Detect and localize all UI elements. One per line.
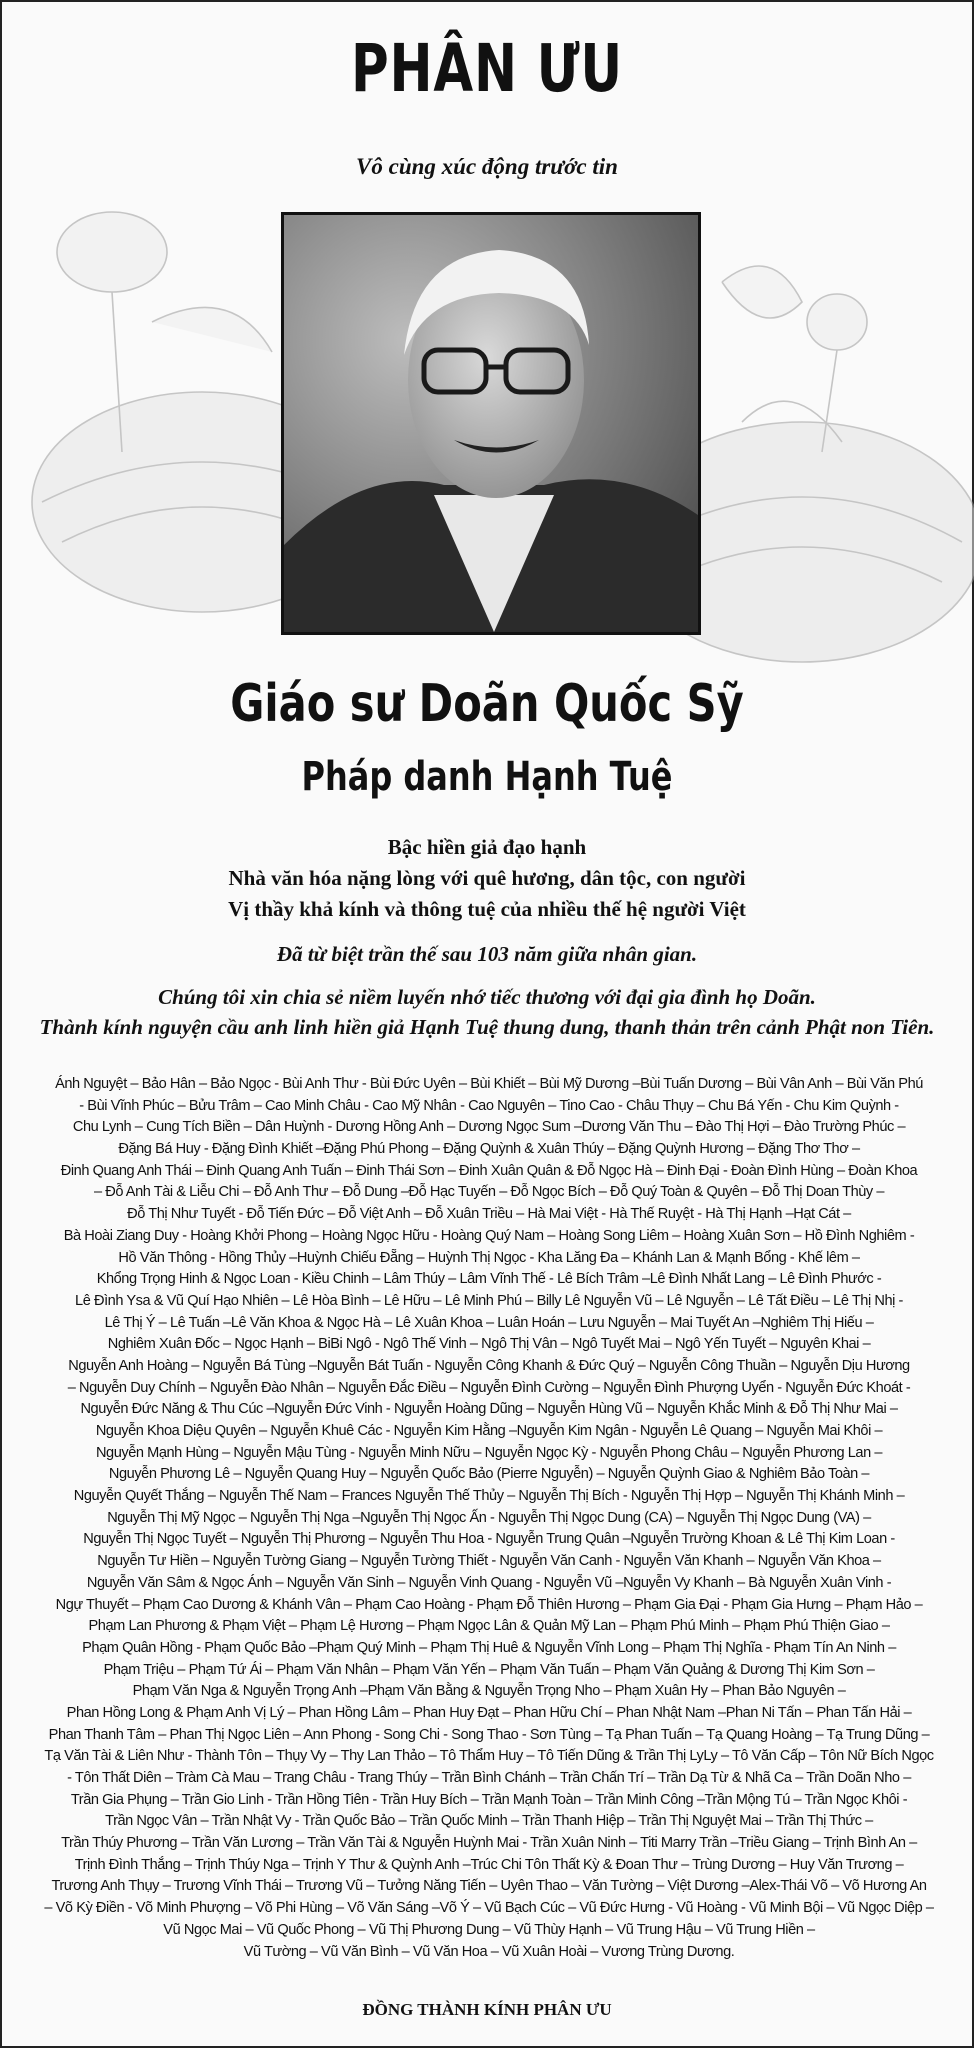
names-line: Nguyễn Thị Ngọc Tuyết – Nguyễn Thị Phương – Nguyễn Thu Hoa - Nguyễn Trung Quân –Nguyễn Trường Khoan & Lê Thị Kim Loan - <box>83 1531 895 1548</box>
description-line: Nhà văn hóa nặng lòng với quê hương, dân tộc, con người <box>228 866 746 890</box>
condolence-line: Thành kính nguyện cầu anh linh hiền giả Hạnh Tuệ thung dung, thanh thản trên cảnh Phật non Tiên. <box>39 1015 935 1039</box>
mourner-names-list <box>18 1074 960 1963</box>
names-line: Đinh Quang Anh Thái – Đinh Quang Anh Tuấn – Đinh Thái Sơn – Đinh Xuân Quân & Đỗ Ngọc Hà – Đinh Đại - Đoàn Đình Hùng – Đoàn Khoa <box>60 1162 918 1179</box>
names-line: - Bùi Vĩnh Phúc – Bửu Trâm – Cao Minh Châu - Cao Mỹ Nhân - Cao Nguyên – Tino Cao - Châu Thụy – Chu Bá Yến - Chu Kim Quỳnh - <box>79 1097 899 1114</box>
page-title: PHÂN ƯU <box>351 30 623 107</box>
names-line: Nguyễn Anh Hoàng – Nguyễn Bá Tùng –Nguyễn Bát Tuấn - Nguyễn Công Khanh & Đức Quý – Nguyễn Công Thuần – Nguyễn Dịu Hương <box>68 1357 910 1374</box>
names-line: Trịnh Đình Thắng – Trịnh Thúy Nga – Trịnh Y Thư & Quỳnh Anh –Trúc Chi Tôn Thất Kỳ & Đoan Thư – Trùng Dương – Huy Văn Trương – <box>74 1856 904 1873</box>
description <box>2 832 972 925</box>
names-line: Nguyễn Đức Năng & Thu Cúc –Nguyễn Đức Vinh - Nguyễn Hoàng Dũng – Nguyễn Hùng Vũ – Nguyễn Khắc Minh & Đỗ Thị Như Mai – <box>80 1401 898 1418</box>
description-line: Bậc hiền giả đạo hạnh <box>387 835 587 859</box>
names-line: Lê Đình Ysa & Vũ Quí Hạo Nhiên – Lê Hòa Bình – Lê Hữu – Lê Minh Phú – Billy Lê Nguyễn Vũ – Lê Nguyễn – Lê Tất Điều – Lê Thị Nhị - <box>75 1292 903 1309</box>
dharma-name: Pháp danh Hạnh Tuệ <box>301 754 673 800</box>
condolence-message <box>2 982 972 1042</box>
names-line: Ngự Thuyết – Phạm Cao Dương & Khánh Vân – Phạm Cao Hoàng - Phạm Đỗ Thiên Hương – Phạm Gia Đại - Phạm Gia Hưng – Phạm Hảo – <box>55 1596 923 1613</box>
closing-signature: ĐỒNG THÀNH KÍNH PHÂN ƯU <box>362 2000 612 2019</box>
names-line: Nguyễn Quyết Thắng – Nguyễn Thế Nam – Frances Nguyễn Thế Thủy – Nguyễn Thị Bích - Nguyễn Thị Hợp – Nguyễn Thị Khánh Minh – <box>73 1488 905 1505</box>
names-line: Phan Hồng Long & Phạm Anh Vị Lý – Phan Hồng Lâm – Phan Huy Đạt – Phan Hữu Chí – Phan Nhật Nam –Phan Ni Tấn – Phan Tấn Hải – <box>66 1704 912 1721</box>
names-line: Tạ Văn Tài & Liên Như - Thành Tôn – Thụy Vy – Thy Lan Thảo – Tô Thẩm Huy – Tô Tiến Dũng & Trần Thị LyLy – Tô Văn Cấp – Tôn Nữ Bích Ngọc <box>44 1748 934 1765</box>
names-line: Nguyễn Mạnh Hùng – Nguyễn Mậu Tùng - Nguyễn Minh Nữu – Nguyễn Ngọc Kỳ - Nguyễn Phong Châu – Nguyễn Phương Lan – <box>95 1444 883 1461</box>
names-line: Trần Thúy Phương – Trần Văn Lương – Trần Văn Tài & Nguyễn Huỳnh Mai - Trần Xuân Ninh – Titi Marry Trần –Triều Giang – Trịnh Bình An – <box>61 1835 917 1852</box>
passing-statement: Đã từ biệt trần thế sau 103 năm giữa nhân gian. <box>276 942 698 966</box>
subtitle: Vô cùng xúc động trước tin <box>356 154 618 179</box>
names-line: Ánh Nguyệt – Bảo Hân – Bảo Ngọc - Bùi Anh Thư - Bùi Đức Uyên – Bùi Khiết – Bùi Mỹ Dương –Bùi Tuấn Dương – Bùi Vân Anh – Bùi Văn Phú <box>55 1076 923 1092</box>
names-line: Hồ Văn Thông - Hồng Thủy –Huỳnh Chiếu Đẵng – Huỳnh Thị Ngọc - Kha Lăng Đa – Khánh Lan & Mạnh Bổng - Khế lêm – <box>118 1249 860 1266</box>
names-line: Trần Gia Phụng – Trần Gio Linh - Trần Hồng Tiên - Trần Huy Bích – Trần Mạnh Toàn – Trần Minh Công –Trần Mộng Tú – Trần Ngọc Khôi - <box>70 1791 908 1808</box>
names-line: Đỗ Thị Như Tuyết - Đỗ Tiến Đức – Đỗ Việt Anh – Đỗ Xuân Triều – Hà Mai Việt - Hà Thế Ruyệt - Hà Thị Hạnh –Hạt Cát – <box>127 1206 851 1223</box>
names-line: Trương Anh Thụy – Trương Vĩnh Thái – Trương Vũ – Tưởng Năng Tiến – Uyên Thao – Văn Tường – Việt Dương –Alex-Thái Võ – Võ Hương An <box>51 1878 927 1895</box>
names-line: Chu Lynh – Cung Tích Biền – Dân Huỳnh - Dương Hồng Anh – Dương Ngọc Sum –Dương Văn Thu – Đào Thị Hợi – Đào Trường Phúc – <box>72 1119 906 1136</box>
names-line: Nguyễn Văn Sâm & Ngọc Ánh – Nguyễn Văn Sinh – Nguyễn Vinh Quang - Nguyễn Vũ –Nguyễn Vy Khanh – Bà Nguyễn Xuân Vinh - <box>86 1574 892 1591</box>
names-line: Nguyễn Phương Lê – Nguyễn Quang Huy – Nguyễn Quốc Bảo (Pierre Nguyễn) – Nguyễn Quỳnh Giao & Nghiêm Bảo Toàn – <box>108 1466 870 1483</box>
description-line: Vị thầy khả kính và thông tuệ của nhiều thế hệ người Việt <box>228 897 746 921</box>
names-line: Phạm Lan Phương & Phạm Việt – Phạm Lệ Hương – Phạm Ngọc Lân & Quản Mỹ Lan – Phạm Phú Minh – Phạm Phú Thiện Giao – <box>88 1618 890 1635</box>
names-line: Vũ Ngọc Mai – Vũ Quốc Phong – Vũ Thị Phương Dung – Vũ Thùy Hạnh – Vũ Trung Hậu – Vũ Trung Hiền – <box>163 1921 815 1938</box>
names-line: Khổng Trọng Hinh & Ngọc Loan - Kiều Chinh – Lâm Thúy – Lâm Vĩnh Thế - Lê Bích Trâm –Lê Đình Nhất Lang – Lê Đình Phước - <box>96 1271 882 1288</box>
names-line: - Tôn Thất Diên – Tràm Cà Mau – Trang Châu - Trang Thúy – Trần Bình Chánh – Trần Chấn Trí – Trần Dạ Từ & Nhã Ca – Trần Doãn Nho – <box>67 1770 911 1786</box>
names-line: Phan Thanh Tâm – Phan Thị Ngọc Liên – Ann Phong - Song Chi - Song Thao - Sơn Tùng – Tạ Phan Tuấn – Tạ Quang Hoàng – Tạ Trung Dũng – <box>48 1726 930 1743</box>
names-line: Phạm Triệu – Phạm Tứ Ái – Phạm Văn Nhân – Phạm Văn Yến – Phạm Văn Tuấn – Phạm Văn Quảng & Dương Thị Kim Sơn – <box>103 1661 875 1678</box>
names-line: Nguyễn Tư Hiền – Nguyễn Tường Giang – Nguyễn Tường Thiết - Nguyễn Văn Canh - Nguyễn Văn Khanh – Nguyễn Văn Khoa – <box>97 1553 881 1570</box>
names-line: – Đỗ Anh Tài & Liễu Chi – Đỗ Anh Thư – Đỗ Dung –Đỗ Hạc Tuyến – Đỗ Ngọc Bích – Đỗ Quý Toàn & Quyên – Đỗ Thị Doan Thùy – <box>93 1184 885 1201</box>
names-line: Phạm Văn Nga & Nguyễn Trọng Anh –Phạm Văn Bằng & Nguyễn Trọng Nho – Phạm Xuân Hy – Phan Bảo Nguyên – <box>132 1683 846 1700</box>
names-line: Phạm Quân Hồng - Phạm Quốc Bảo –Phạm Quý Minh – Phạm Thị Huê & Nguyễn Vĩnh Long – Phạm Thị Nghĩa - Phạm Tín An Ninh – <box>82 1639 896 1656</box>
names-line: Lê Thị Ý – Lê Tuấn –Lê Văn Khoa & Ngọc Hà – Lê Xuân Khoa – Luân Hoán – Lưu Nguyễn – Mai Tuyết An –Nghiêm Thị Hiếu – <box>104 1314 874 1331</box>
names-line: – Võ Kỳ Điền - Võ Minh Phượng – Võ Phi Hùng – Võ Văn Sáng –Võ Ý – Vũ Bạch Cúc – Vũ Đức Hưng - Vũ Hoàng - Vũ Minh Bội – Vũ Ngọc Diệp – <box>44 1900 934 1917</box>
names-line: Nguyễn Khoa Diệu Quyên – Nguyễn Khuê Các - Nguyễn Kim Hằng –Nguyễn Kim Ngân - Nguyễn Lê Quang – Nguyễn Mai Khôi – <box>95 1423 883 1439</box>
names-line: Bà Hoài Ziang Duy - Hoàng Khởi Phong – Hoàng Ngọc Hữu - Hoàng Quý Nam – Hoàng Song Liêm – Hoàng Xuân Sơn – Hồ Đình Nghiêm - <box>63 1227 915 1244</box>
names-line: Vũ Tường – Vũ Văn Bình – Vũ Văn Hoa – Vũ Xuân Hoài – Vương Trùng Dương. <box>243 1943 735 1960</box>
portrait-photo <box>281 212 701 635</box>
portrait-image <box>284 215 698 632</box>
deceased-name: Giáo sư Doãn Quốc Sỹ <box>230 674 744 734</box>
names-line: Nghiêm Xuân Đốc – Ngọc Hạnh – BiBi Ngô - Ngô Thế Vinh – Ngô Thị Vân – Ngô Tuyết Mai – Ngô Yến Tuyết – Nguyên Khai – <box>107 1336 871 1353</box>
names-line: Đặng Bá Huy - Đặng Đình Khiết –Đặng Phú Phong – Đặng Quỳnh & Xuân Thúy – Đặng Quỳnh Hương – Đặng Thơ Thơ – <box>118 1141 860 1158</box>
condolence-line: Chúng tôi xin chia sẻ niềm luyến nhớ tiếc thương với đại gia đình họ Doãn. <box>158 985 816 1009</box>
names-line: Nguyễn Thị Mỹ Ngọc – Nguyễn Thị Nga –Nguyễn Thị Ngọc Ấn - Nguyễn Thị Ngọc Dung (CA) – Nguyễn Thị Ngọc Dung (VA) – <box>107 1509 871 1526</box>
names-line: – Nguyễn Duy Chính – Nguyễn Đào Nhân – Nguyễn Đắc Điều – Nguyễn Đình Cường – Nguyễn Đình Phượng Uyển - Nguyễn Đức Khoát - <box>67 1379 911 1396</box>
names-line: Trần Ngọc Vân – Trần Nhật Vy - Trần Quốc Bảo – Trần Quốc Minh – Trần Thanh Hiệp – Trần Thị Nguyệt Mai – Trần Thị Thức – <box>105 1813 873 1830</box>
